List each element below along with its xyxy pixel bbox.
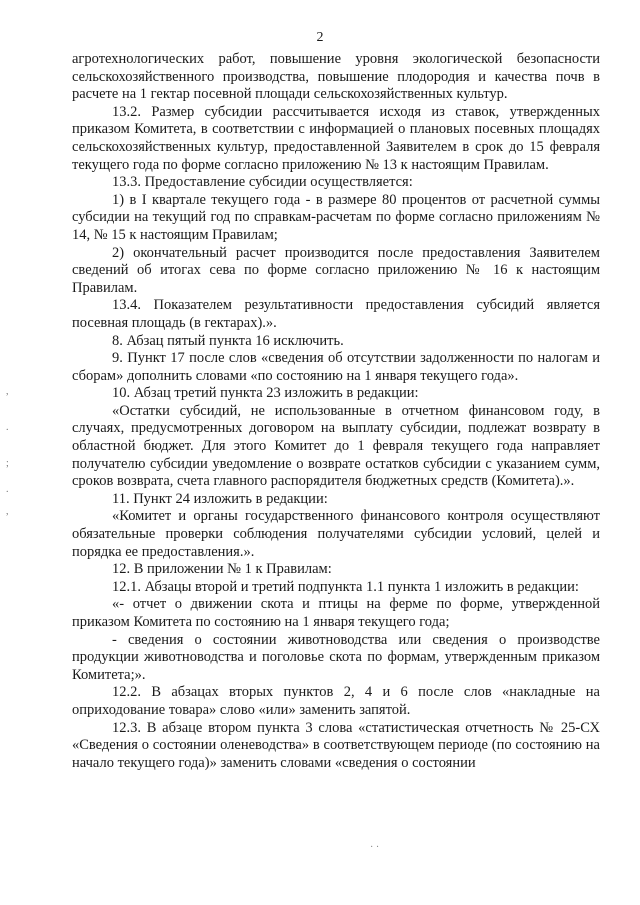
paragraph: - сведения о состоянии животноводства или сведения о производстве продукции животноводства и поголовье скота по формам, утвержденным приказом Комитета;». (72, 631, 600, 683)
document-body (72, 51, 600, 772)
paragraph: 8. Абзац пятый пункта 16 исключить. (112, 332, 344, 349)
paragraph: «- отчет о движении скота и птицы на ферме по форме, утвержденной приказом Комитета по состоянию на 1 января текущего года; (72, 596, 600, 630)
paragraph: «Комитет и органы государственного финансового контроля осуществляют обязательные проверки соблюдения получателями субсидии условий, целей и порядка ее предоставления.». (72, 508, 600, 560)
paragraph: 9. Пункт 17 после слов «сведения об отсутствии задолженности по налогам и сборам» дополнить словами «по состоянию на 1 января текущего года». (72, 350, 600, 384)
paragraph: 13.2. Размер субсидии рассчитывается исходя из ставок, утвержденных приказом Комитета, в соответствии с информацией о плановых посевных площадях сельскохозяйственных культур, предоставленной Заявителем в срок до 15 февраля текущего года по форме согласно приложению № 13 к настоящим Правилам. (72, 103, 600, 173)
page-number: 2 (316, 30, 324, 45)
paragraph: 12.1. Абзацы второй и третий подпункта 1.1 пункта 1 изложить в редакции: (112, 578, 579, 595)
paragraph: 1) в I квартале текущего года - в размере 80 процентов от расчетной суммы субсидии на текущий год по справкам-расчетам по форме согласно приложениям № 14, № 15 к настоящим Правилам; (72, 191, 600, 243)
scan-margin-marks: , . ; . , (6, 386, 9, 517)
paragraph: агротехнологических работ, повышение уровня экологической безопасности сельскохозяйственного производства, повышение плодородия и качества почв в расчете на 1 гектар посевной площади сельскохозяйственных культур. (72, 51, 600, 103)
paragraph: 12.2. В абзацах вторых пунктов 2, 4 и 6 после слов «накладные на оприходование товара» слово «или» заменить запятой. (72, 684, 600, 718)
paragraph: 11. Пункт 24 изложить в редакции: (112, 490, 328, 507)
paragraph: 2) окончательный расчет производится после предоставления Заявителем сведений об итогах сева по форме согласно приложению № 16 к настоящим Правилам. (72, 244, 600, 296)
paragraph: 13.3. Предоставление субсидии осуществляется: (112, 174, 413, 191)
paragraph: 12.3. В абзаце втором пункта 3 слова «статистическая отчетность № 25-СХ «Сведения о состоянии оленеводства» в соответствующем периоде (по состоянию на начало текущего года)» заменить словами «сведения о состоянии (72, 719, 600, 771)
paragraph: «Остатки субсидий, не использованные в отчетном финансовом году, в случаях, предусмотренных договором на выплату субсидии, подлежат возврату в областной бюджет. Для этого Комитет до 1 февраля текущего года направляет получателю субсидии уведомление о возврате остатков субсидии с указанием сумм, сроков возврата, счета главного распорядителя бюджетных средств (Комитета).». (72, 402, 600, 490)
paragraph: 12. В приложении № 1 к Правилам: (112, 561, 332, 578)
paragraph: 13.4. Показателем результативности предоставления субсидий является посевная площадь (в гектарах).». (72, 297, 600, 331)
scan-artifact-dots: · · (370, 842, 380, 853)
paragraph: 10. Абзац третий пункта 23 изложить в редакции: (112, 385, 419, 402)
